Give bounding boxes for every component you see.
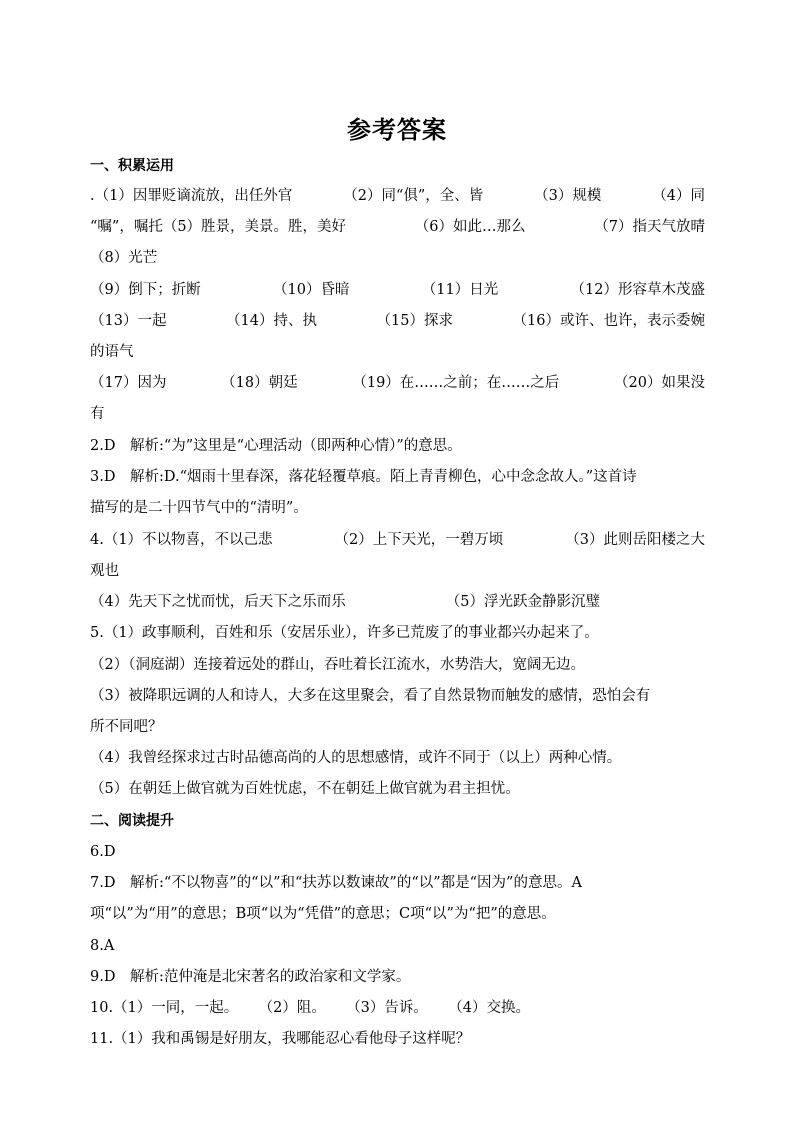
q1-item: .（1）因罪贬谪流放，出任外官 — [90, 188, 293, 204]
q5-line-1: 5.（1）政事顺利，百姓和乐（安居乐业），许多已荒废了的事业都兴办起来了。 — [90, 625, 599, 641]
q5-line-6: （5）在朝廷上做官就为百姓忧虑，不在朝廷上做官就为君主担忧。 — [90, 781, 520, 797]
q5-line-5: （4）我曾经探求过古时品德高尚的人的思想感情，或许不同于（以上）两种心情。 — [90, 750, 622, 766]
q1-item: （16）或许、也许，表示委婉 — [512, 313, 705, 329]
q1-item: （2）同“俱”，全、皆 — [343, 188, 484, 204]
q10-item: （2）阻。 — [258, 1000, 326, 1016]
q10-item: 10.（1）一同，一起。 — [90, 1000, 239, 1016]
q1-line-3: （8）光芒 — [90, 250, 158, 266]
q1-item: （6）如此…那么 — [414, 219, 526, 235]
q8-answer: 8.A — [90, 938, 115, 954]
q1-item: （11）日光 — [421, 282, 499, 298]
q1-line-5 — [90, 311, 705, 331]
q1-item: （9）倒下；折断 — [90, 282, 201, 298]
q1-item: （7）指天气放晴 — [594, 219, 705, 235]
q6-answer: 6.D — [90, 844, 116, 860]
q1-item: （3）规模 — [534, 188, 602, 204]
q10-item: （3）告诉。 — [346, 1000, 428, 1016]
q1-line-8: 有 — [90, 406, 105, 422]
q1-item: （14）持、执 — [226, 313, 317, 329]
q7-line-1: 7.D 解析:“不以物喜”的“以”和“扶苏以数谏故”的“以”都是“因为”的意思。A — [90, 875, 582, 891]
q11-answer: 11.（1）我和禹锡是好朋友，我哪能忍心看他母子这样呢？ — [90, 1031, 471, 1047]
q1-item: （18）朝廷 — [221, 375, 298, 391]
q4-item: （4）先天下之忧而忧，后天下之乐而乐 — [90, 594, 346, 610]
q4-line-2: 观也 — [90, 563, 119, 579]
q9-answer: 9.D 解析:范仲淹是北宋著名的政治家和文学家。 — [90, 969, 411, 985]
q4-line-3 — [90, 592, 600, 612]
q1-line-6: 的语气 — [90, 344, 134, 360]
q1-item: “嘱”，嘱托（5）胜景，美景。胜，美好 — [90, 219, 347, 235]
q3-line-2: 描写的是二十四节气中的“清明”。 — [90, 500, 308, 516]
q4-line-1 — [90, 530, 705, 550]
q4-item: （5）浮光跃金静影沉璧 — [445, 594, 600, 610]
q1-item: （17）因为 — [90, 375, 167, 391]
section-heading-1: 一、积累运用 — [90, 158, 174, 174]
section-heading-2: 二、阅读提升 — [90, 813, 174, 829]
q1-item: （15）探求 — [376, 313, 453, 329]
q1-line-4 — [90, 280, 705, 300]
q1-line-1 — [90, 186, 705, 206]
q1-item: （13）一起 — [90, 313, 167, 329]
q7-line-2: 项“以”为“用”的意思；B项“以为“凭借”的意思；C项“以”为“把”的意思。 — [90, 906, 556, 922]
q3-line-1: 3.D 解析:D.“烟雨十里春深，落花轻覆草痕。陌上青青柳色，心中念念故人。”这首诗 — [90, 469, 637, 485]
q10-answer — [90, 998, 530, 1018]
q1-item: （10）昏暗 — [273, 282, 350, 298]
q4-item: （3）此则岳阳楼之大 — [565, 532, 705, 548]
q4-item: （2）上下天光，一碧万顷 — [334, 532, 504, 548]
q1-line-2 — [90, 217, 705, 237]
q4-item: 4.（1）不以物喜，不以己悲 — [90, 532, 273, 548]
q1-item: （20）如果没 — [614, 375, 705, 391]
page-title: 参考答案 — [347, 115, 447, 144]
q2-answer: 2.D 解析:“为”这里是“心理活动（即两种心情）”的意思。 — [90, 438, 462, 454]
q10-item: （4）交换。 — [448, 1000, 530, 1016]
q1-item: （4）同 — [652, 188, 705, 204]
q1-item: （19）在……之前；在……之后 — [352, 375, 560, 391]
q1-item: （12）形容草木茂盛 — [570, 282, 705, 298]
q5-line-2: （2）（洞庭湖）连接着远处的群山，吞吐着长江流水，水势浩大，宽阔无边。 — [90, 657, 585, 673]
q5-line-3: （3）被降职远调的人和诗人，大多在这里聚会，看了自然景物而触发的感情，恐怕会有 — [90, 688, 651, 704]
q5-line-4: 所不同吧？ — [90, 719, 163, 735]
q1-line-7 — [90, 373, 705, 393]
